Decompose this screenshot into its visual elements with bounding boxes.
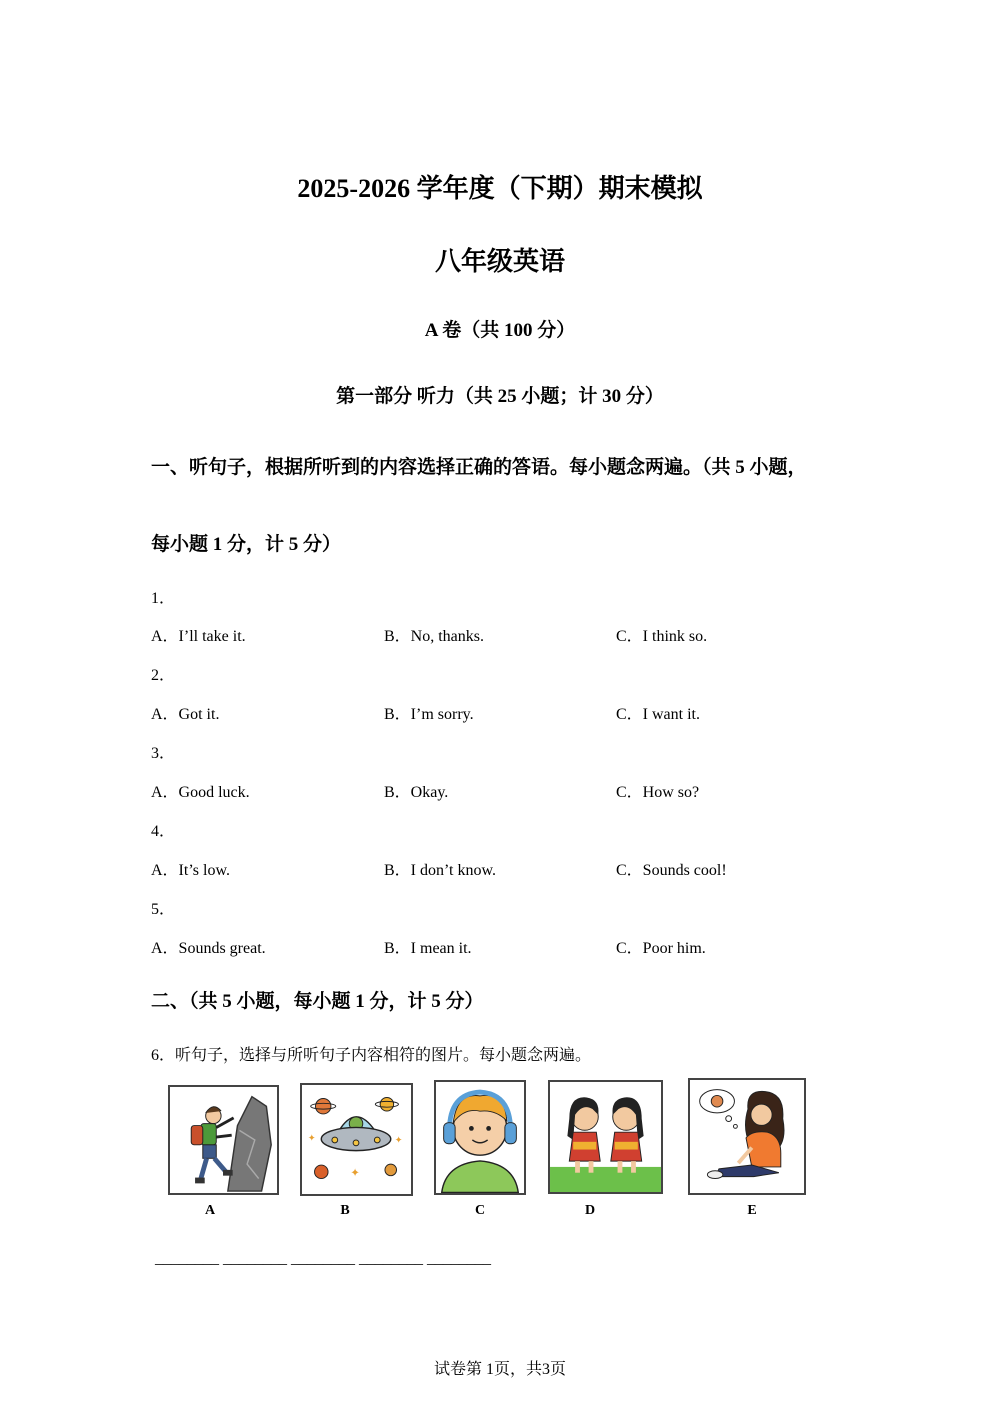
picture-label: D: [584, 1203, 596, 1218]
option-b: B．I’m sorry.: [384, 706, 474, 723]
option-a: A．It’s low.: [151, 862, 230, 879]
option-a: A．I’ll take it.: [151, 628, 246, 645]
option-b: B．Okay.: [384, 784, 449, 801]
picture-label: C: [474, 1203, 486, 1218]
section1-heading-line1: 一、听句子，根据所听到的内容选择正确的答语。每小题念两遍。（共 5 小题，: [151, 457, 807, 478]
page-footer: 试卷第 1页，共3页: [433, 1361, 566, 1378]
option-c: C．I want it.: [616, 706, 700, 723]
picture-b-ufo: [300, 1083, 413, 1196]
picture-c-boy-headphones: [434, 1080, 526, 1195]
question-number: 2．: [151, 667, 176, 684]
picture-e-thinking-girl: [688, 1078, 806, 1195]
section1-heading-line2: 每小题 1 分，计 5 分）: [151, 534, 342, 555]
question-number: 5．: [151, 901, 176, 918]
option-c: C．Poor him.: [616, 940, 706, 957]
option-c: C．Sounds cool!: [616, 862, 727, 879]
option-c: C．I think so.: [616, 628, 708, 645]
option-c: C．How so?: [616, 784, 700, 801]
option-a: A．Got it.: [151, 706, 220, 723]
option-b: B．No, thanks.: [384, 628, 485, 645]
part-label: 第一部分 听力（共 25 小题；计 30 分）: [336, 386, 664, 407]
exam-title: 2025-2026 学年度（下期）期末模拟: [297, 174, 703, 203]
picture-label: E: [747, 1203, 757, 1218]
picture-d-two-girls: [548, 1080, 663, 1194]
paper-label: A 卷（共 100 分）: [424, 320, 576, 341]
question-6-instruction: 6．听句子，选择与所听句子内容相符的图片。每小题念两遍。: [151, 1047, 592, 1064]
option-a: A．Good luck.: [151, 784, 250, 801]
question-number: 3．: [151, 745, 176, 762]
section2-heading: 二、（共 5 小题，每小题 1 分，计 5 分）: [151, 991, 484, 1012]
picture-label: A: [204, 1203, 216, 1218]
picture-label: B: [340, 1203, 350, 1218]
option-b: B．I don’t know.: [384, 862, 497, 879]
picture-a-rock-climber: [168, 1085, 279, 1195]
question-number: 4．: [151, 823, 176, 840]
subject-title: 八年级英语: [434, 247, 565, 276]
svg-text:✦: ✦: [307, 1132, 316, 1144]
svg-text:✦: ✦: [394, 1134, 403, 1146]
question-number: 1．: [151, 590, 176, 607]
option-b: B．I mean it.: [384, 940, 472, 957]
option-a: A．Sounds great.: [151, 940, 266, 957]
answer-blanks: ________ ________ ________ ________ ________: [155, 1250, 491, 1267]
svg-text:✦: ✦: [350, 1166, 360, 1180]
